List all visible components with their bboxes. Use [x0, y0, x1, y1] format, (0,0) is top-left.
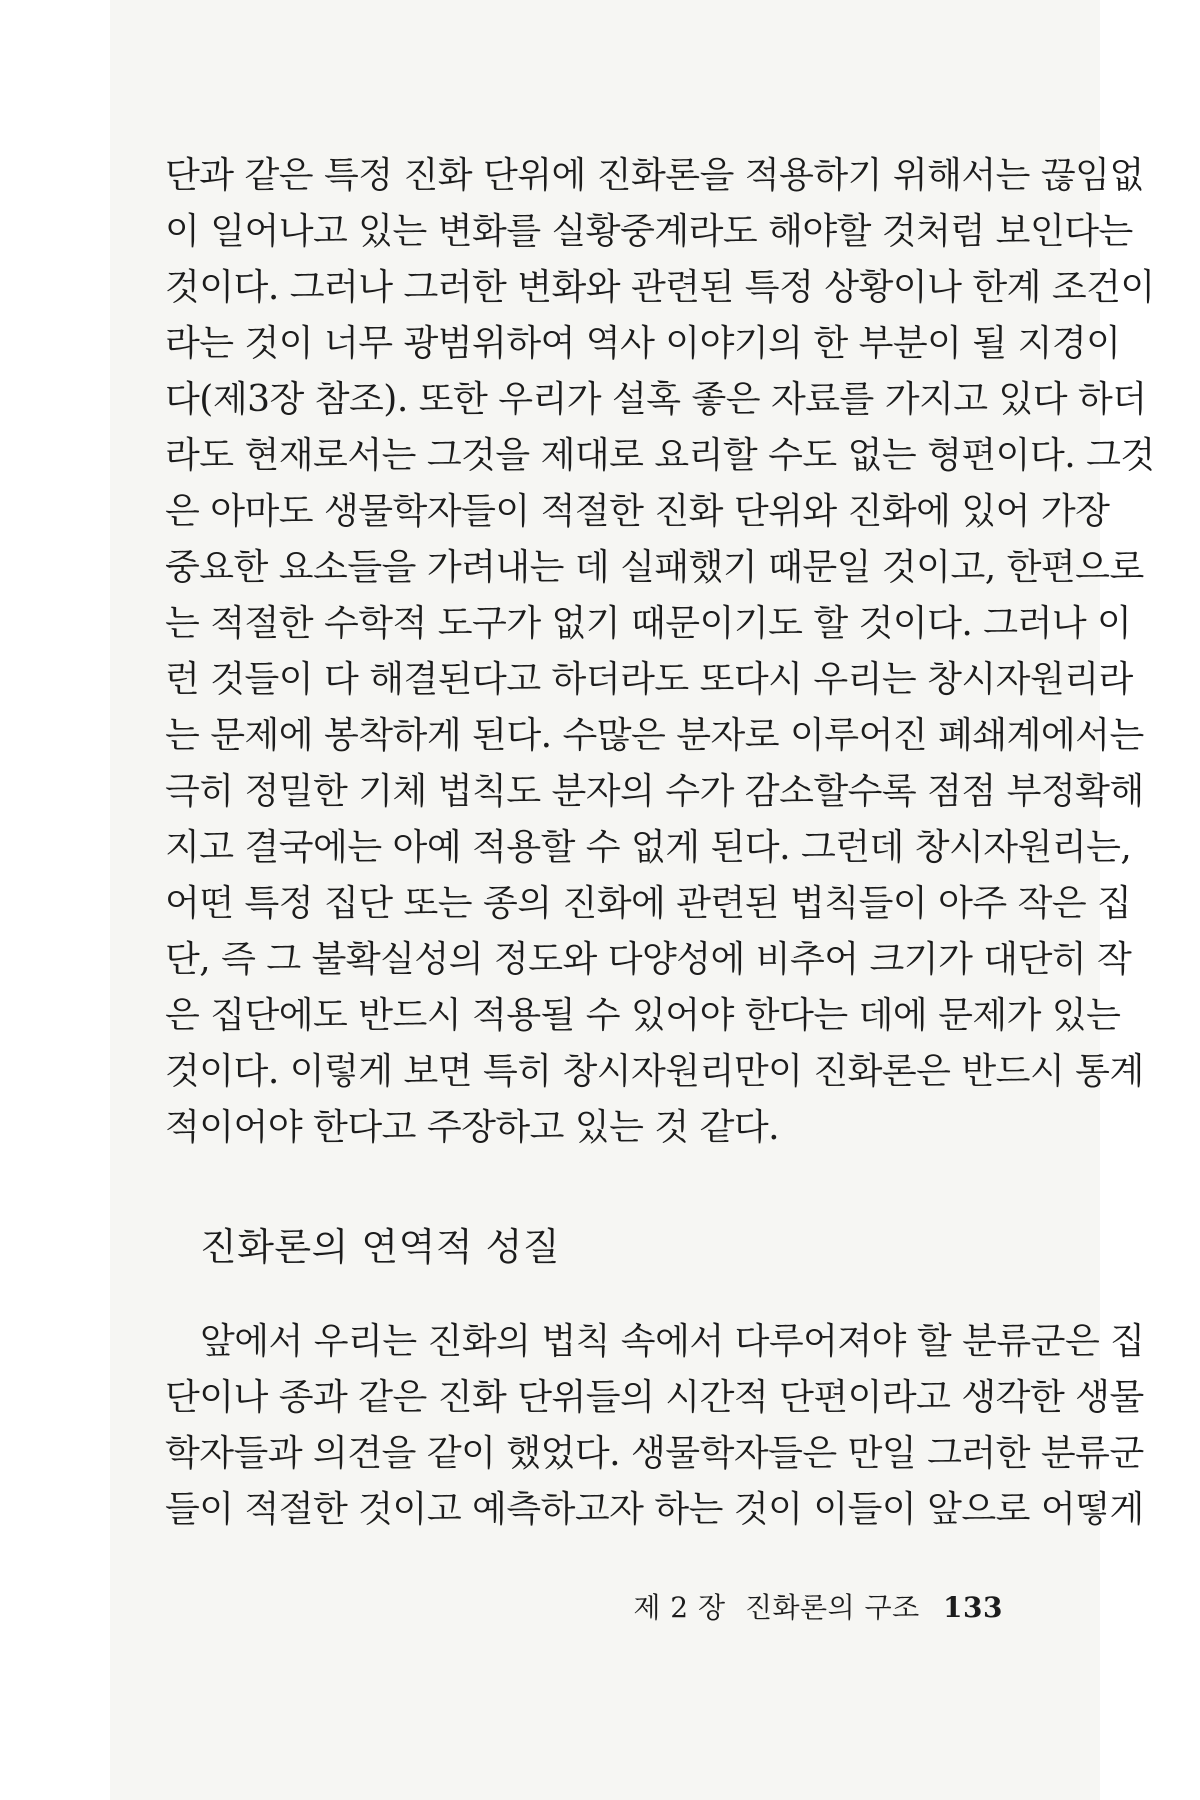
footer-chapter: 제 2 장 — [633, 1591, 726, 1624]
text-line: 라도 현재로서는 그것을 제대로 요리할 수도 없는 형편이다. 그것 — [165, 435, 1155, 476]
text-line: 적이어야 한다고 주장하고 있는 것 같다. — [165, 1107, 780, 1148]
text-line: 것이다. 그러나 그러한 변화와 관련된 특정 상황이나 한계 조건이 — [165, 267, 1155, 308]
text-line: 단, 즉 그 불확실성의 정도와 다양성에 비추어 크기가 대단히 작 — [165, 939, 1132, 980]
text-line: 앞에서 우리는 진화의 법칙 속에서 다루어져야 할 분류군은 집 — [200, 1321, 1145, 1362]
text-line: 는 적절한 수학적 도구가 없기 때문이기도 할 것이다. 그러나 이 — [165, 603, 1132, 644]
text-line: 다(제3장 참조). 또한 우리가 설혹 좋은 자료를 가지고 있다 하더 — [165, 379, 1147, 420]
footer-chapter-title: 진화론의 구조 — [744, 1591, 920, 1624]
section-heading: 진화론의 연역적 성질 — [200, 1225, 561, 1269]
text-line: 단이나 종과 같은 진화 단위들의 시간적 단편이라고 생각한 생물 — [165, 1377, 1144, 1418]
text-line: 어떤 특정 집단 또는 종의 진화에 관련된 법칙들이 아주 작은 집 — [165, 883, 1132, 924]
text-line: 극히 정밀한 기체 법칙도 분자의 수가 감소할수록 점점 부정확해 — [165, 771, 1144, 812]
text-line: 단과 같은 특정 진화 단위에 진화론을 적용하기 위해서는 끊임없 — [165, 155, 1144, 196]
text-line: 은 집단에도 반드시 적용될 수 있어야 한다는 데에 문제가 있는 — [165, 995, 1121, 1036]
text-line: 이 일어나고 있는 변화를 실황중계라도 해야할 것처럼 보인다는 — [165, 211, 1133, 252]
text-line: 학자들과 의견을 같이 했었다. 생물학자들은 만일 그러한 분류군 — [165, 1433, 1144, 1474]
text-line: 들이 적절한 것이고 예측하고자 하는 것이 이들이 앞으로 어떻게 — [165, 1489, 1144, 1530]
page-footer — [623, 1590, 1003, 1626]
text-line: 라는 것이 너무 광범위하여 역사 이야기의 한 부분이 될 지경이 — [165, 323, 1121, 364]
page-number: 133 — [943, 1591, 1003, 1624]
text-line: 지고 결국에는 아예 적용할 수 없게 된다. 그런데 창시자원리는, — [165, 827, 1132, 868]
text-line: 것이다. 이렇게 보면 특히 창시자원리만이 진화론은 반드시 통계 — [165, 1051, 1144, 1092]
text-line: 은 아마도 생물학자들이 적절한 진화 단위와 진화에 있어 가장 — [165, 491, 1110, 532]
text-line: 런 것들이 다 해결된다고 하더라도 또다시 우리는 창시자원리라 — [165, 659, 1133, 700]
text-line: 는 문제에 봉착하게 된다. 수많은 분자로 이루어진 폐쇄계에서는 — [165, 715, 1144, 756]
text-line: 중요한 요소들을 가려내는 데 실패했기 때문일 것이고, 한편으로 — [165, 547, 1144, 588]
